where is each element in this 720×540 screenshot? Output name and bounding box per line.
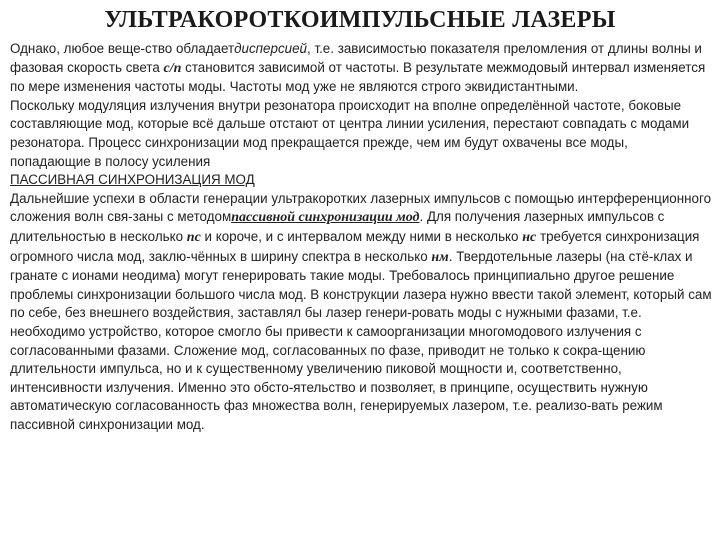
paragraph-modulation: Поскольку модуляция излучения внутри резонатора происходит на вполне определённой частоте, боковые составляющие мод, которые всё дальше отстают от центра линии усиления, перестают совпадать с модами резонатора. Процесс синхронизации мод прекращается прежде, чем им будут охвачены все моды, попадающие в полосу усиления — [10, 97, 690, 169]
term-passive-mode-locking: пассивной синхронизации мод — [231, 210, 420, 226]
paragraph-pml-text-1: Дальнейшие успехи в области генерации ультракоротких лазерных импульсов с помощью интерференционного сложения волн свя-заны с методом — [10, 190, 712, 225]
unit-ps: пс — [186, 229, 201, 245]
paragraph-passive-mode-locking — [10, 190, 712, 435]
unit-ns: нс — [522, 229, 537, 245]
section-heading-passive-mode-locking: ПАССИВНАЯ СИНХРОНИЗАЦИЯ МОД — [10, 172, 255, 188]
unit-nm: нм — [431, 249, 449, 265]
paragraph-dispersion-text-1: Однако, любое веще-ство обладает — [10, 41, 235, 56]
paragraph-dispersion — [10, 40, 712, 97]
paragraph-pml-text-2: . Для получения лазерных импульсов с длительностью в несколько — [10, 209, 665, 244]
paragraph-pml-text-5: . Твердотельные лазеры (на стё-клах и гранате с ионами неодима) могут генерировать такие моды. Требовалось принципиально другое решение проблемы синхронизации большого числа мод. В конструкции лазера нужно ввести такой элемент, который сам по себе, без внешнего воздействия, заставлял бы лазер генери-ровать моды с нужными фазами, т.е. необходимо устройство, которое смогло бы привести к самоорганизации многомодового излучения с согласованными фазами. Сложение мод, согласованных по фазе, приводит не только к сокра-щению длительности импульса, но и к существенному увеличению пиковой мощности и, соответственно, интенсивности излучения. Именно это обсто-ятельство и позволяет, в принципе, осуществить нужную автоматическую согласованность фаз множества волн, генерируемых лазером, т.е. реализо-вать режим пассивной синхронизации мод. — [10, 248, 712, 432]
slide-title: УЛЬТРАКОРОТКОИМПУЛЬСНЫЕ ЛАЗЕРЫ — [104, 7, 616, 33]
term-dispersion: дисперсией — [234, 41, 307, 56]
slide-body — [10, 40, 712, 434]
paragraph-pml-text-4: требуется синхронизация огромного числа мод, заклю-чённых в ширину спектра в несколько — [10, 228, 700, 264]
paragraph-dispersion-text-3: становится зависимой от частоты. В результате межмодовый интервал изменяется по мере изменения частоты моды. Частоты мод уже не являются строго эквидистантными. — [10, 59, 706, 95]
paragraph-pml-text-3: и короче, и с интервалом между ними в несколько — [200, 228, 523, 244]
formula-c-over-n: c/n — [163, 60, 182, 76]
paragraph-dispersion-text-2: , т.е. зависимостью показателя преломления от длины волны и фазовая скорость света — [10, 41, 702, 75]
